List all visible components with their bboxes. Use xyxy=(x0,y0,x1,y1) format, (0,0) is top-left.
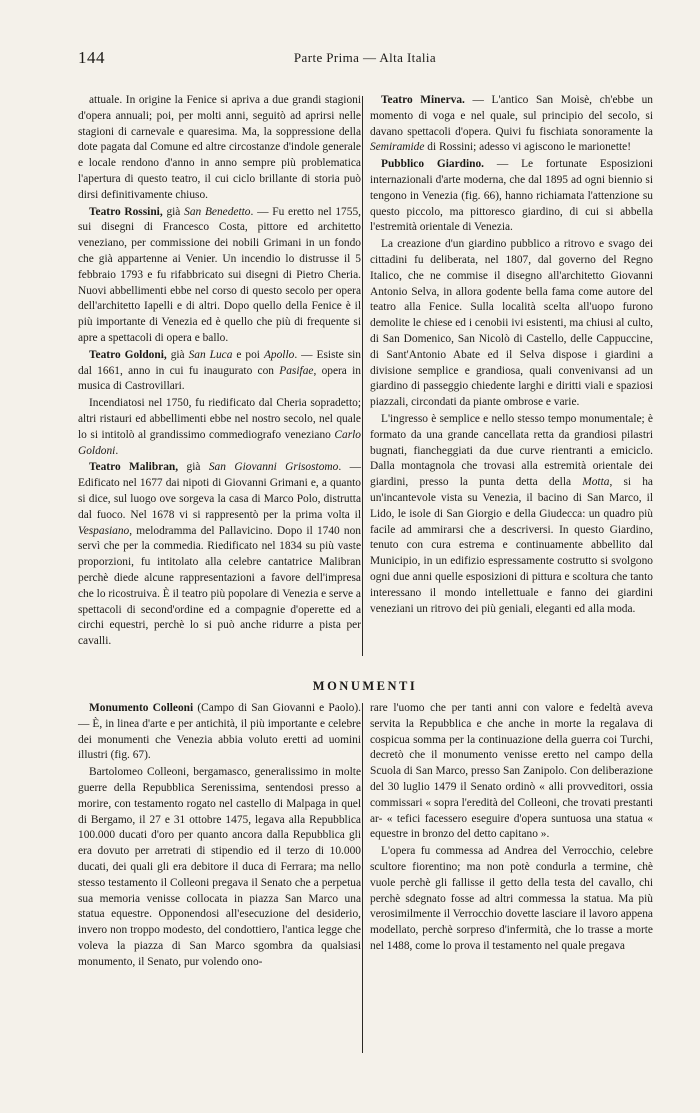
italic-name: Vespasiano xyxy=(78,524,130,537)
italic-name: Apollo xyxy=(263,348,295,361)
text-run: rare l'uomo che per tanti anni con valore e fedeltà aveva servita la Repubblica e che anche in morte la regalava di cospicua somma per la continuazione della guerra coi Turchi, decretò che il monumento venisse eretto nel campo della Scuola di San Marco, presso San Zanipolo. Con deliberazione del 30 luglio 1479 il Senato ordinò « alli provveditori, ossia commissari « sopra l'eredità del Colleoni, che trovati prestanti ar- « tefici facessero eseguire d'opera suntuosa una statua « equestre in bronzo del detto capitano ». xyxy=(370,702,653,841)
paragraph xyxy=(370,844,653,955)
paragraph xyxy=(78,205,361,347)
entry-title: Teatro Malibran, xyxy=(89,461,179,474)
italic-name: San Benedetto xyxy=(184,205,251,218)
entry-title: Monumento Colleoni xyxy=(89,702,194,714)
text-run: già xyxy=(166,348,189,361)
text-run: — L'antico San Moisè, ch'ebbe un momento di voga e nel quale, sul principio del secolo, si davano spettacoli d'opera. Quivi fu fischiata sonoramente la xyxy=(370,94,653,138)
text-run: . — Fu eretto nel 1755, sui disegni di Francesco Costa, pittore ed architetto veneziano, per commissione dei nobili Grimani in un fondo che già appartenne ai Venier. Un incendio lo distrusse il 5 febbraio 1793 e fu rifabbricato sui disegni di Pietro Cheria. Nuovi abbellimenti ebbe nel corso di questo secolo per opera dell'architetto Iapelli e di altri. Dopo quello della Fenice è il più importante di Venezia ed è quello che più di frequente si apre a spettacoli di opera e ballo. xyxy=(78,205,361,344)
paragraph xyxy=(78,93,361,204)
column-divider-bottom xyxy=(362,703,363,1053)
text-run: già xyxy=(178,461,209,474)
italic-name: San Giovanni Grisostomo xyxy=(208,461,339,474)
italic-name: Carlo Goldoni xyxy=(78,428,361,457)
text-run: , si ha un'incantevole vista su Venezia, il bacino di San Marco, il Lido, le isole di San Giorgio e della Giudecca: un quadro più facile ad ammirarsi che a descriversi. In questo Giardino, tenuto con cura estrema e continuamente abbellito dal Municipio, in un edifizio espressamente costrutto si svolgono ogni due anni quelle esposizioni di pittura e scoltura che tanto interessano il mondo intellettuale e fanno dei giardini veneziani un ritrovo dei più geniali, eleganti ed alla moda. xyxy=(370,476,653,615)
italic-name: Motta xyxy=(582,476,610,489)
text-run: (Campo di San Giovanni e Paolo). — È, in linea d'arte e per antichità, il più importante e celebre dei monumenti che Venezia abbia voluto eretti ad uomini illustri (fig. 67). xyxy=(78,702,362,762)
text-run: L'opera fu commessa ad Andrea del Verrocchio, celebre scultore fiorentino; ma non potè condurla a termine, chè vuole perchè gli fallisse il getto della testa del cavallo, chi perchè sdegnato fosse ad altri commessa la statua. Ma più verosimilmente il Verrocchio dovette lasciare il lavoro appena modellato, perchè sorpreso d'infermità, che lo trasse a morte nel 1488, come lo prova il testamento nel quale pregava xyxy=(370,845,653,952)
page-header xyxy=(78,40,652,80)
right-column-top xyxy=(370,93,653,618)
text-run: attuale. In origine la Fenice si apriva a due grandi stagioni d'opera annuali; poi, per molti anni, seguitò ad aprirsi nelle stagioni di carnevale e quaresima. Ma, la soppressione della dote pagata dal Comune ed altre circostanze d'indole generale e locale rendono d'anno in anno sempre più problematica l'apertura di questo teatro, il cui ciclo brillante di storia può dirsi definitivamente chiuso. xyxy=(78,94,361,201)
italic-name: San Luca xyxy=(188,348,233,361)
section-heading: MONUMENTI xyxy=(312,679,418,693)
running-title: Parte Prima — Alta Italia xyxy=(293,50,437,65)
paragraph xyxy=(78,348,361,395)
text-run: , melodramma del Pallavicino. Dopo il 1740 non servì che per la commedia. Riedificato nel 1834 su più vaste proporzioni, fu intitolato alla celebre cantatrice Malibran perchè diede alcune rappresentazioni a favore dell'impresa che lo ricostruiva. È il teatro più popolare di Venezia e serve a spettacoli di second'ordine ed a compagnie d'operette ed a circhi equestri, perchè lo si può anche ridurre a pista per cavalli. xyxy=(78,524,361,648)
paragraph xyxy=(78,460,361,650)
left-column-top xyxy=(78,93,361,651)
paragraph xyxy=(78,701,361,764)
italic-name: Pasifae xyxy=(279,364,314,377)
text-run: . — Esiste sin dal 1661, anno in cui fu inaugurato con xyxy=(78,348,361,377)
page-number: 144 xyxy=(78,48,105,67)
paragraph xyxy=(370,237,653,411)
text-run: Incendiatosi nel 1750, fu riedificato dal Cheria sopradetto; altri ristauri ed abbellimenti ebbe nel nostro secolo, nel quale lo si intitolò al grandissimo commediografo veneziano xyxy=(78,397,361,441)
text-run: — Le fortunate Esposizioni internazionali d'arte moderna, che dal 1895 ad ogni biennio si tengono in Venezia (fig. 66), hanno richiamata l'attenzione su questo piccolo, ma pittoresco giardino, di cui si abbella l'estremità orientale di Venezia. xyxy=(370,158,654,234)
paragraph xyxy=(78,765,361,970)
paragraph xyxy=(370,701,653,843)
entry-title: Teatro Rossini, xyxy=(89,205,163,218)
entry-title: Pubblico Giardino. xyxy=(381,158,485,171)
left-column-bottom xyxy=(78,701,361,972)
entry-title: Teatro Goldoni, xyxy=(89,348,167,361)
italic-name: Semiramide xyxy=(370,141,425,154)
paragraph xyxy=(370,93,653,156)
entry-title: Teatro Minerva. xyxy=(381,94,465,106)
text-run: , opera in musica di Castrovillari. xyxy=(78,364,361,393)
text-run: La creazione d'un giardino pubblico a ritrovo e svago dei cittadini fu deliberata, nel 1807, dal governo del Regno Italico, che ne commise il disegno all'architetto Giovanni Antonio Selva, in allora godente bella fama come autore del teatro alla Fenice. Sulla località scelta all'uopo furono demolite le chiese ed i cenobii ivi esistenti, ma chiusi al culto, di San Domenico, San Nicolò di Castello, delle Cappuccine, di Sant'Antonio Abate ed il Selva dispose i giardini a divisione semplice e grandiosa, quali convenivansi ad un giardino di passeggio chiedente larghi e diritti viali e spaziosi piazzali, circondati da piante ombrose e varie. xyxy=(370,238,653,409)
text-run: già xyxy=(162,205,185,218)
paragraph xyxy=(370,412,653,617)
text-run: . — Edificato nel 1677 dai nipoti di Giovanni Grimani e, a quanto si dice, sul luogo ove sorgeva la casa di Marco Polo, distrutta dal fuoco. Nel 1678 vi si rappresentò per la prima volta il xyxy=(78,461,361,521)
text-run: Bartolomeo Colleoni, bergamasco, generalissimo in molte guerre della Repubblica Serenissima, sentendosi presso a morire, con testamento rogato nel castello di Malpaga in quel di Bergamo, il 27 e 31 ottobre 1475, legava alla Repubblica 100.000 ducati d'oro per quanto ancora dalla Repubblica gli era dovuto per arretrati di stipendio ed il terzo di 10.000 ducati, dei quali gli era debitore il duca di Ferrara; ma nello stesso testamento il Colleoni pregava il Senato che a perpetua sua memoria venisse collocata in piazza San Marco una statua equestre. Opponendosi all'esecuzione del desiderio, invero non troppo modesto, del condottiero, l'antica legge che voleva la piazza di San Marco sgombra da qualsiasi monumento, il Senato, pur volendo ono- xyxy=(78,766,361,968)
column-divider xyxy=(362,96,363,656)
text-run: e poi xyxy=(232,348,264,361)
text-run: di Rossini; adesso vi agiscono le marionette! xyxy=(424,141,631,154)
text-run: . xyxy=(115,444,119,457)
paragraph xyxy=(370,157,653,236)
paragraph xyxy=(78,396,361,459)
right-column-bottom xyxy=(370,701,653,956)
text-run: L'ingresso è semplice e nello stesso tempo monumentale; è formato da una grande cancellata retta da grandiosi pilastri bugnati, fiancheggiati da due curve rientranti a emiciclo. Dalla montagnola che trovasi alla estremità orientale dei giardini, presso la punta detta della xyxy=(370,412,653,489)
